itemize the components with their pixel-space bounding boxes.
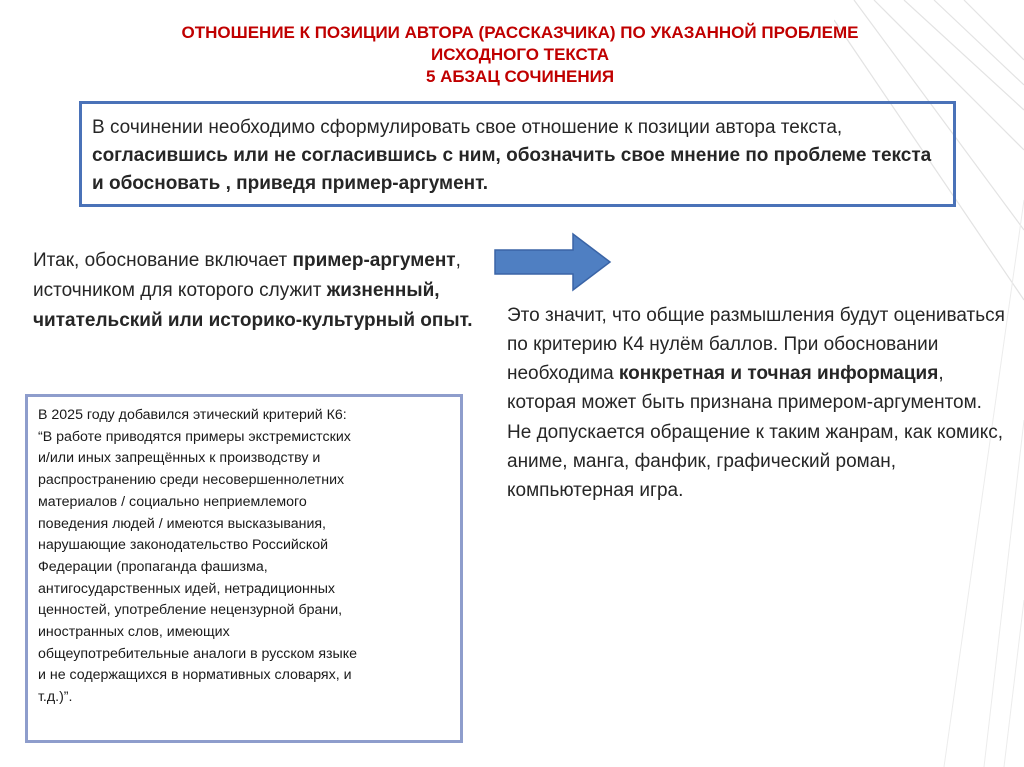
criterion-line: Федерации (пропаганда фашизма, — [38, 558, 268, 575]
explanation-bold: конкретная и точная информация — [618, 363, 939, 384]
explanation-text-1: Это значит, что общие размышления будут оцениваться по критерию К4 нулём баллов. При обосновании необходима — [507, 305, 1005, 384]
justification-text-1: Итак, обоснование включает — [33, 250, 293, 271]
criterion-line: и/или иных запрещённых к производству и — [38, 450, 321, 467]
criterion-line: “В работе приводятся примеры экстремистских — [38, 428, 351, 445]
title-line-1: ОТНОШЕНИЕ К ПОЗИЦИИ АВТОРА (РАССКАЗЧИКА) ПО УКАЗАННОЙ ПРОБЛЕМЕ — [181, 23, 859, 42]
right-arrow-icon — [493, 231, 613, 293]
justification-bold-2: жизненный, читательский или историко-культурный опыт. — [33, 280, 473, 331]
explanation-text-2: , которая может быть признана примером-аргументом. — [507, 363, 982, 413]
requirement-box — [79, 101, 956, 207]
criterion-line: антигосударственных идей, нетрадиционных — [38, 580, 335, 597]
criterion-line: иностранных слов, имеющих — [38, 624, 230, 641]
criterion-line: материалов / социально неприемлемого — [38, 493, 307, 510]
justification-text — [33, 246, 503, 336]
criterion-line: распространению среди несовершеннолетних — [38, 472, 345, 489]
criterion-line: и не содержащихся в нормативных словарях, и — [38, 667, 352, 684]
criterion-line: т.д.)”. — [38, 689, 73, 706]
criterion-line: общеупотребительные аналоги в русском языке — [38, 645, 357, 662]
requirement-bold-text: согласившись или не согласившись с ним, обозначить свое мнение по проблеме текста и обосновать , приведя пример-аргумент. — [92, 145, 932, 194]
title-line-2: ИСХОДНОГО ТЕКСТА — [430, 45, 610, 64]
criterion-line: В 2025 году добавился этический критерий К6: — [38, 407, 347, 423]
title-line-3: 5 АБЗАЦ СОЧИНЕНИЯ — [425, 67, 615, 86]
justification-text-2: , источником для которого служит — [33, 250, 461, 301]
criterion-k6-box — [25, 394, 463, 743]
criterion-line: ценностей, употребление нецензурной брани, — [38, 602, 343, 619]
slide-title — [100, 22, 940, 88]
explanation-paragraph-2: Не допускается обращение к таким жанрам, как комикс, аниме, манга, фанфик, графический роман, компьютерная игра. — [507, 422, 1004, 501]
requirement-lead-text: В сочинении необходимо сформулировать свое отношение к позиции автора текста, — [92, 117, 843, 138]
criterion-line: поведения людей / имеются высказывания, — [38, 515, 326, 532]
justification-bold-1: пример-аргумент — [292, 250, 456, 271]
criterion-line: нарушающие законодательство Российской — [38, 537, 329, 554]
explanation-text — [507, 301, 1007, 505]
explanation-paragraph-1 — [507, 301, 1007, 417]
